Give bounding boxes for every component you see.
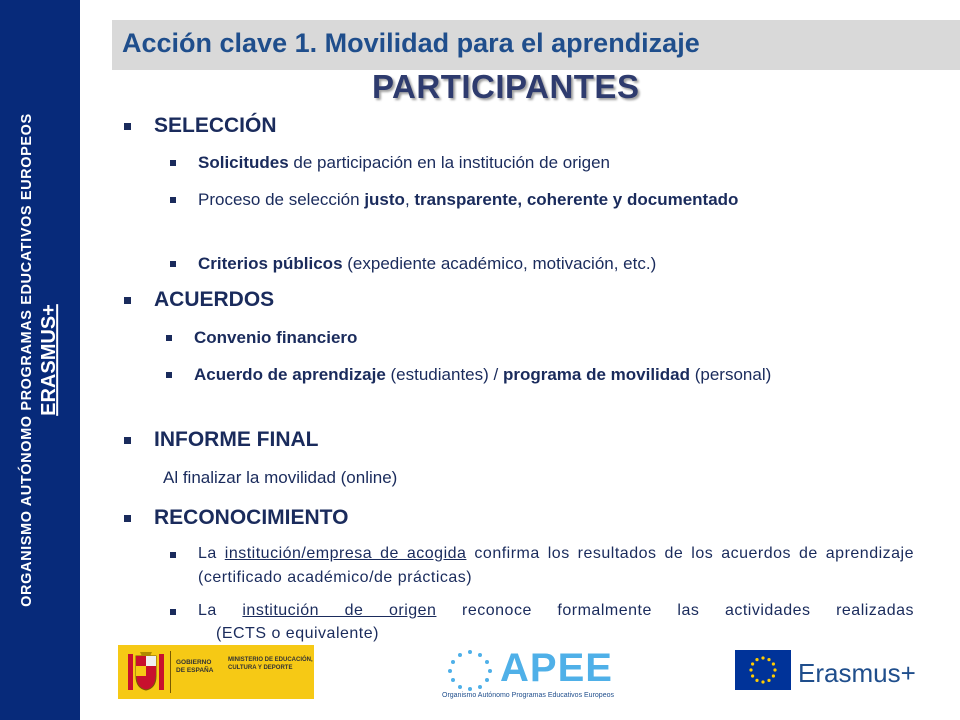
section-heading: SELECCIÓN: [154, 114, 277, 137]
apee-stars-icon: [444, 648, 496, 692]
list-item: [166, 325, 910, 351]
bullet-square-icon: [124, 437, 131, 444]
section-heading: INFORME FINAL: [154, 428, 319, 451]
list-item: [170, 542, 914, 590]
bullet-square-icon: [124, 515, 131, 522]
item-bold-text: transparente, coherente y documentado: [414, 190, 739, 209]
item-bold-text: Acuerdo de aprendizaje: [194, 365, 386, 384]
bullet-square-icon: [170, 261, 176, 267]
erasmus-plus-wordmark: Erasmus+: [798, 658, 916, 688]
page-title: PARTICIPANTES: [372, 68, 640, 105]
item-text: (estudiantes) /: [385, 365, 503, 384]
spain-government-logo: [118, 645, 314, 699]
spain-ministry-text: MINISTERIO DE EDUCACIÓN, CULTURA Y DEPORTE: [228, 657, 313, 671]
list-item: [166, 362, 914, 388]
bullet-square-icon: [124, 123, 131, 130]
item-underlined-text: institución/empresa de acogida: [224, 545, 467, 562]
eu-flag-icon: [735, 650, 791, 690]
logo-divider: [170, 651, 171, 693]
spain-gov-text: GOBIERNO DE ESPAÑA: [176, 659, 214, 674]
apee-logo: [442, 642, 622, 702]
bullet-square-icon: [170, 609, 176, 615]
header-title: Acción clave 1. Movilidad para el aprendizaje: [122, 28, 700, 58]
item-underlined-text: institución de origen: [242, 602, 437, 619]
bullet-square-icon: [170, 552, 176, 558]
bullet-square-icon: [166, 335, 172, 341]
item-text: de participación en la institución de origen: [288, 153, 611, 172]
section-heading: RECONOCIMIENTO: [154, 506, 349, 529]
bullet-square-icon: [124, 297, 131, 304]
item-text: confirma los resultados de los acuerdos de aprendizaje (certificado académico/de prácticas): [198, 545, 915, 586]
item-bold-text: Solicitudes: [198, 153, 289, 172]
footer-logos: [80, 640, 960, 720]
spain-coat-of-arms-icon: [126, 650, 166, 694]
item-bold-text: Convenio financiero: [194, 328, 358, 347]
sidebar-text: [19, 113, 61, 607]
item-text: reconoce formalmente las actividades realizadas: [436, 602, 914, 619]
informe-note: Al finalizar la movilidad (online): [163, 468, 398, 487]
bullet-square-icon: [166, 372, 172, 378]
bullet-square-icon: [170, 197, 176, 203]
item-text: ,: [404, 190, 415, 209]
item-text: (expediente académico, motivación, etc.): [342, 254, 657, 273]
list-item-continuation: (ECTS o equivalente): [216, 625, 379, 642]
bullet-square-icon: [170, 160, 176, 166]
sidebar-organization: ORGANISMO AUTÓNOMO PROGRAMAS EDUCATIVOS EUROPEOS: [19, 113, 36, 607]
list-item: [170, 187, 914, 213]
sidebar-program: ERASMUS+: [37, 304, 60, 416]
item-bold-text: programa de movilidad: [502, 365, 690, 384]
item-text: La: [198, 545, 225, 562]
item-text: (personal): [690, 365, 772, 384]
item-text: La: [198, 602, 243, 619]
eu-stars-icon: [735, 650, 791, 690]
sidebar: [0, 0, 80, 720]
apee-subtitle: Organismo Autónomo Programas Educativos Europeos: [442, 692, 614, 699]
apee-wordmark: APEE: [500, 646, 613, 690]
section-heading: ACUERDOS: [154, 288, 275, 311]
item-bold-text: Criterios públicos: [198, 254, 343, 273]
list-item: [170, 251, 914, 277]
item-bold-text: justo: [364, 190, 405, 209]
list-item: [170, 150, 914, 176]
list-item: [170, 599, 914, 623]
item-text: Proceso de selección: [198, 190, 365, 209]
